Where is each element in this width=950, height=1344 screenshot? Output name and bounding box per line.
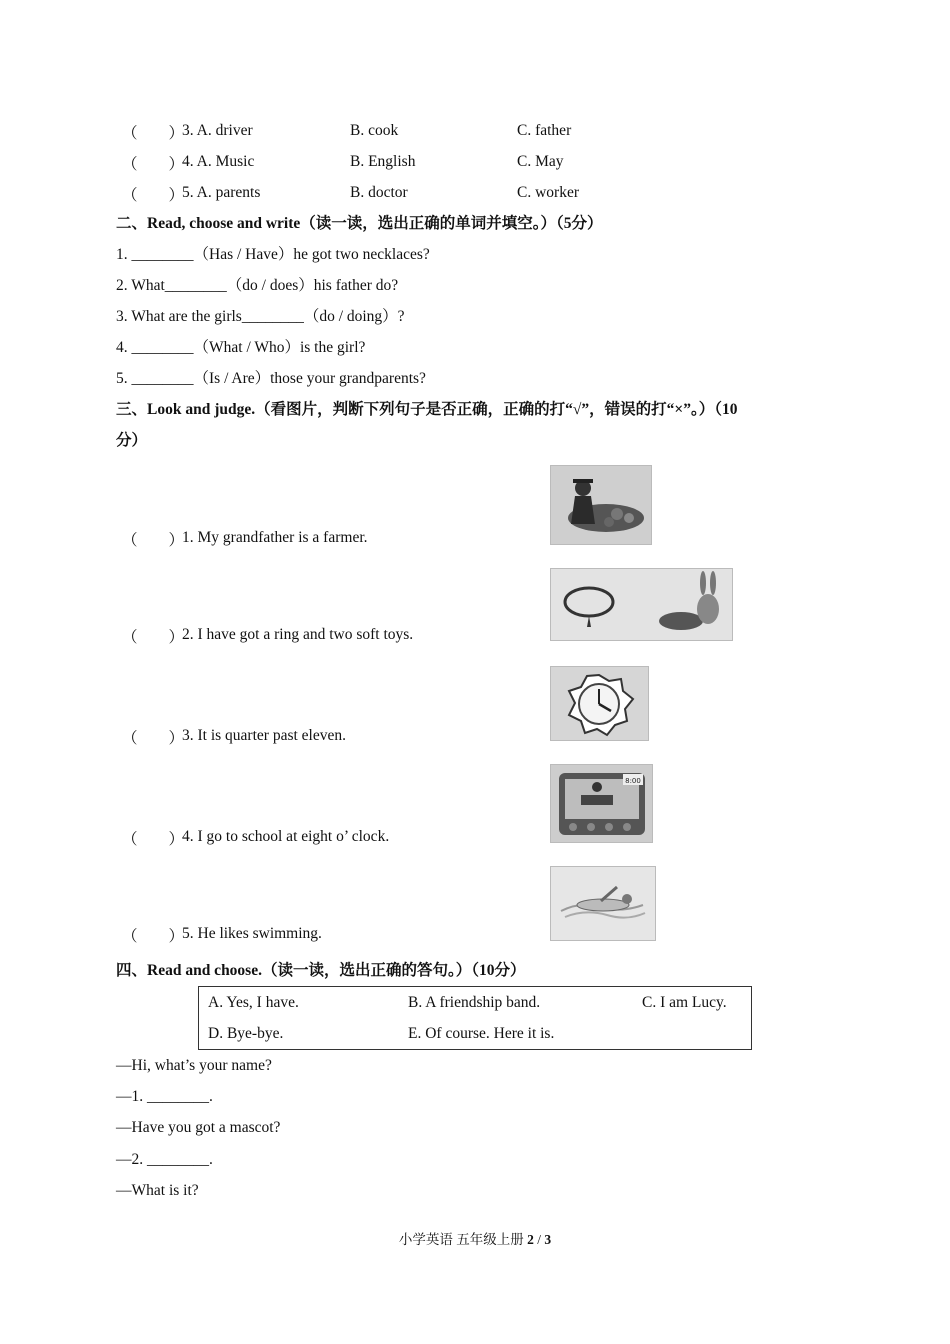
answer-paren[interactable]: （ ） — [122, 156, 185, 173]
option-empty — [633, 1018, 752, 1050]
option-c: C. father — [517, 122, 572, 139]
dialogue-line-1: —Hi, what’s your name? — [116, 1057, 272, 1074]
page-separator: / — [537, 1232, 541, 1247]
option-c: C. worker — [517, 184, 579, 201]
section2-heading: 二、Read, choose and write（读一读，选出正确的单词并填空。）（5分） — [116, 215, 603, 232]
option-b: B. English — [350, 153, 416, 170]
option-a: 3. A. driver — [182, 122, 253, 139]
dialogue-blank-1[interactable]: —1. ________. — [116, 1088, 213, 1105]
option-a: 5. A. parents — [182, 184, 261, 201]
school-time-picture — [550, 764, 653, 843]
page-footer — [0, 1228, 950, 1248]
page-total: 3 — [544, 1232, 552, 1247]
option-a: A. Yes, I have. — [208, 993, 299, 1011]
answer-paren[interactable]: （ ） — [122, 187, 185, 204]
ring-and-toys-picture — [550, 568, 733, 641]
dialogue-line-2: —Have you got a mascot? — [116, 1119, 281, 1136]
section3-heading-cont: 分） — [116, 432, 148, 449]
option-b: B. A friendship band. — [408, 993, 541, 1011]
dialogue-blank-2[interactable]: —2. ________. — [116, 1151, 213, 1168]
answer-paren[interactable]: （ ） — [122, 532, 185, 549]
page-number: 2 — [527, 1232, 534, 1247]
answer-options-box — [198, 986, 752, 1050]
answer-paren[interactable]: （ ） — [122, 928, 185, 945]
answer-paren[interactable]: （ ） — [122, 831, 185, 848]
section2-item-3[interactable]: 3. What are the girls________（do / doing）? — [116, 308, 405, 325]
statement: 3. It is quarter past eleven. — [182, 727, 346, 744]
dialogue-line-3: —What is it? — [116, 1182, 199, 1199]
section2-item-4[interactable]: 4. ________（What / Who）is the girl? — [116, 339, 366, 356]
statement: 5. He likes swimming. — [182, 925, 322, 942]
farmer-picture — [550, 465, 652, 545]
option-d: D. Bye-bye. — [208, 1024, 284, 1042]
time-label: 8:00 — [625, 777, 641, 785]
swimming-picture — [550, 866, 656, 941]
option-b: B. cook — [350, 122, 399, 139]
option-b: B. doctor — [350, 184, 408, 201]
section2-item-2[interactable]: 2. What________（do / does）his father do? — [116, 277, 399, 294]
clock-picture — [550, 666, 649, 741]
statement: 2. I have got a ring and two soft toys. — [182, 626, 414, 643]
section4-heading: 四、Read and choose.（读一读，选出正确的答句。）（10分） — [116, 962, 526, 979]
section2-item-5[interactable]: 5. ________（Is / Are）those your grandparents? — [116, 370, 426, 387]
option-c: C. May — [517, 153, 564, 170]
option-c: C. I am Lucy. — [642, 993, 727, 1011]
answer-paren[interactable]: （ ） — [122, 730, 185, 747]
option-a: 4. A. Music — [182, 153, 255, 170]
statement: 1. My grandfather is a farmer. — [182, 529, 368, 546]
footer-title: 小学英语 五年级上册 — [398, 1232, 524, 1247]
answer-paren[interactable]: （ ） — [122, 629, 185, 646]
section3-heading: 三、Look and judge.（看图片，判断下列句子是否正确，正确的打“√”，错误的打“×”。）（10 — [116, 401, 738, 418]
statement: 4. I go to school at eight o’ clock. — [182, 828, 390, 845]
option-e: E. Of course. Here it is. — [408, 1024, 555, 1042]
answer-paren[interactable]: （ ） — [122, 125, 185, 142]
section2-item-1[interactable]: 1. ________（Has / Have）he got two necklaces? — [116, 246, 430, 263]
